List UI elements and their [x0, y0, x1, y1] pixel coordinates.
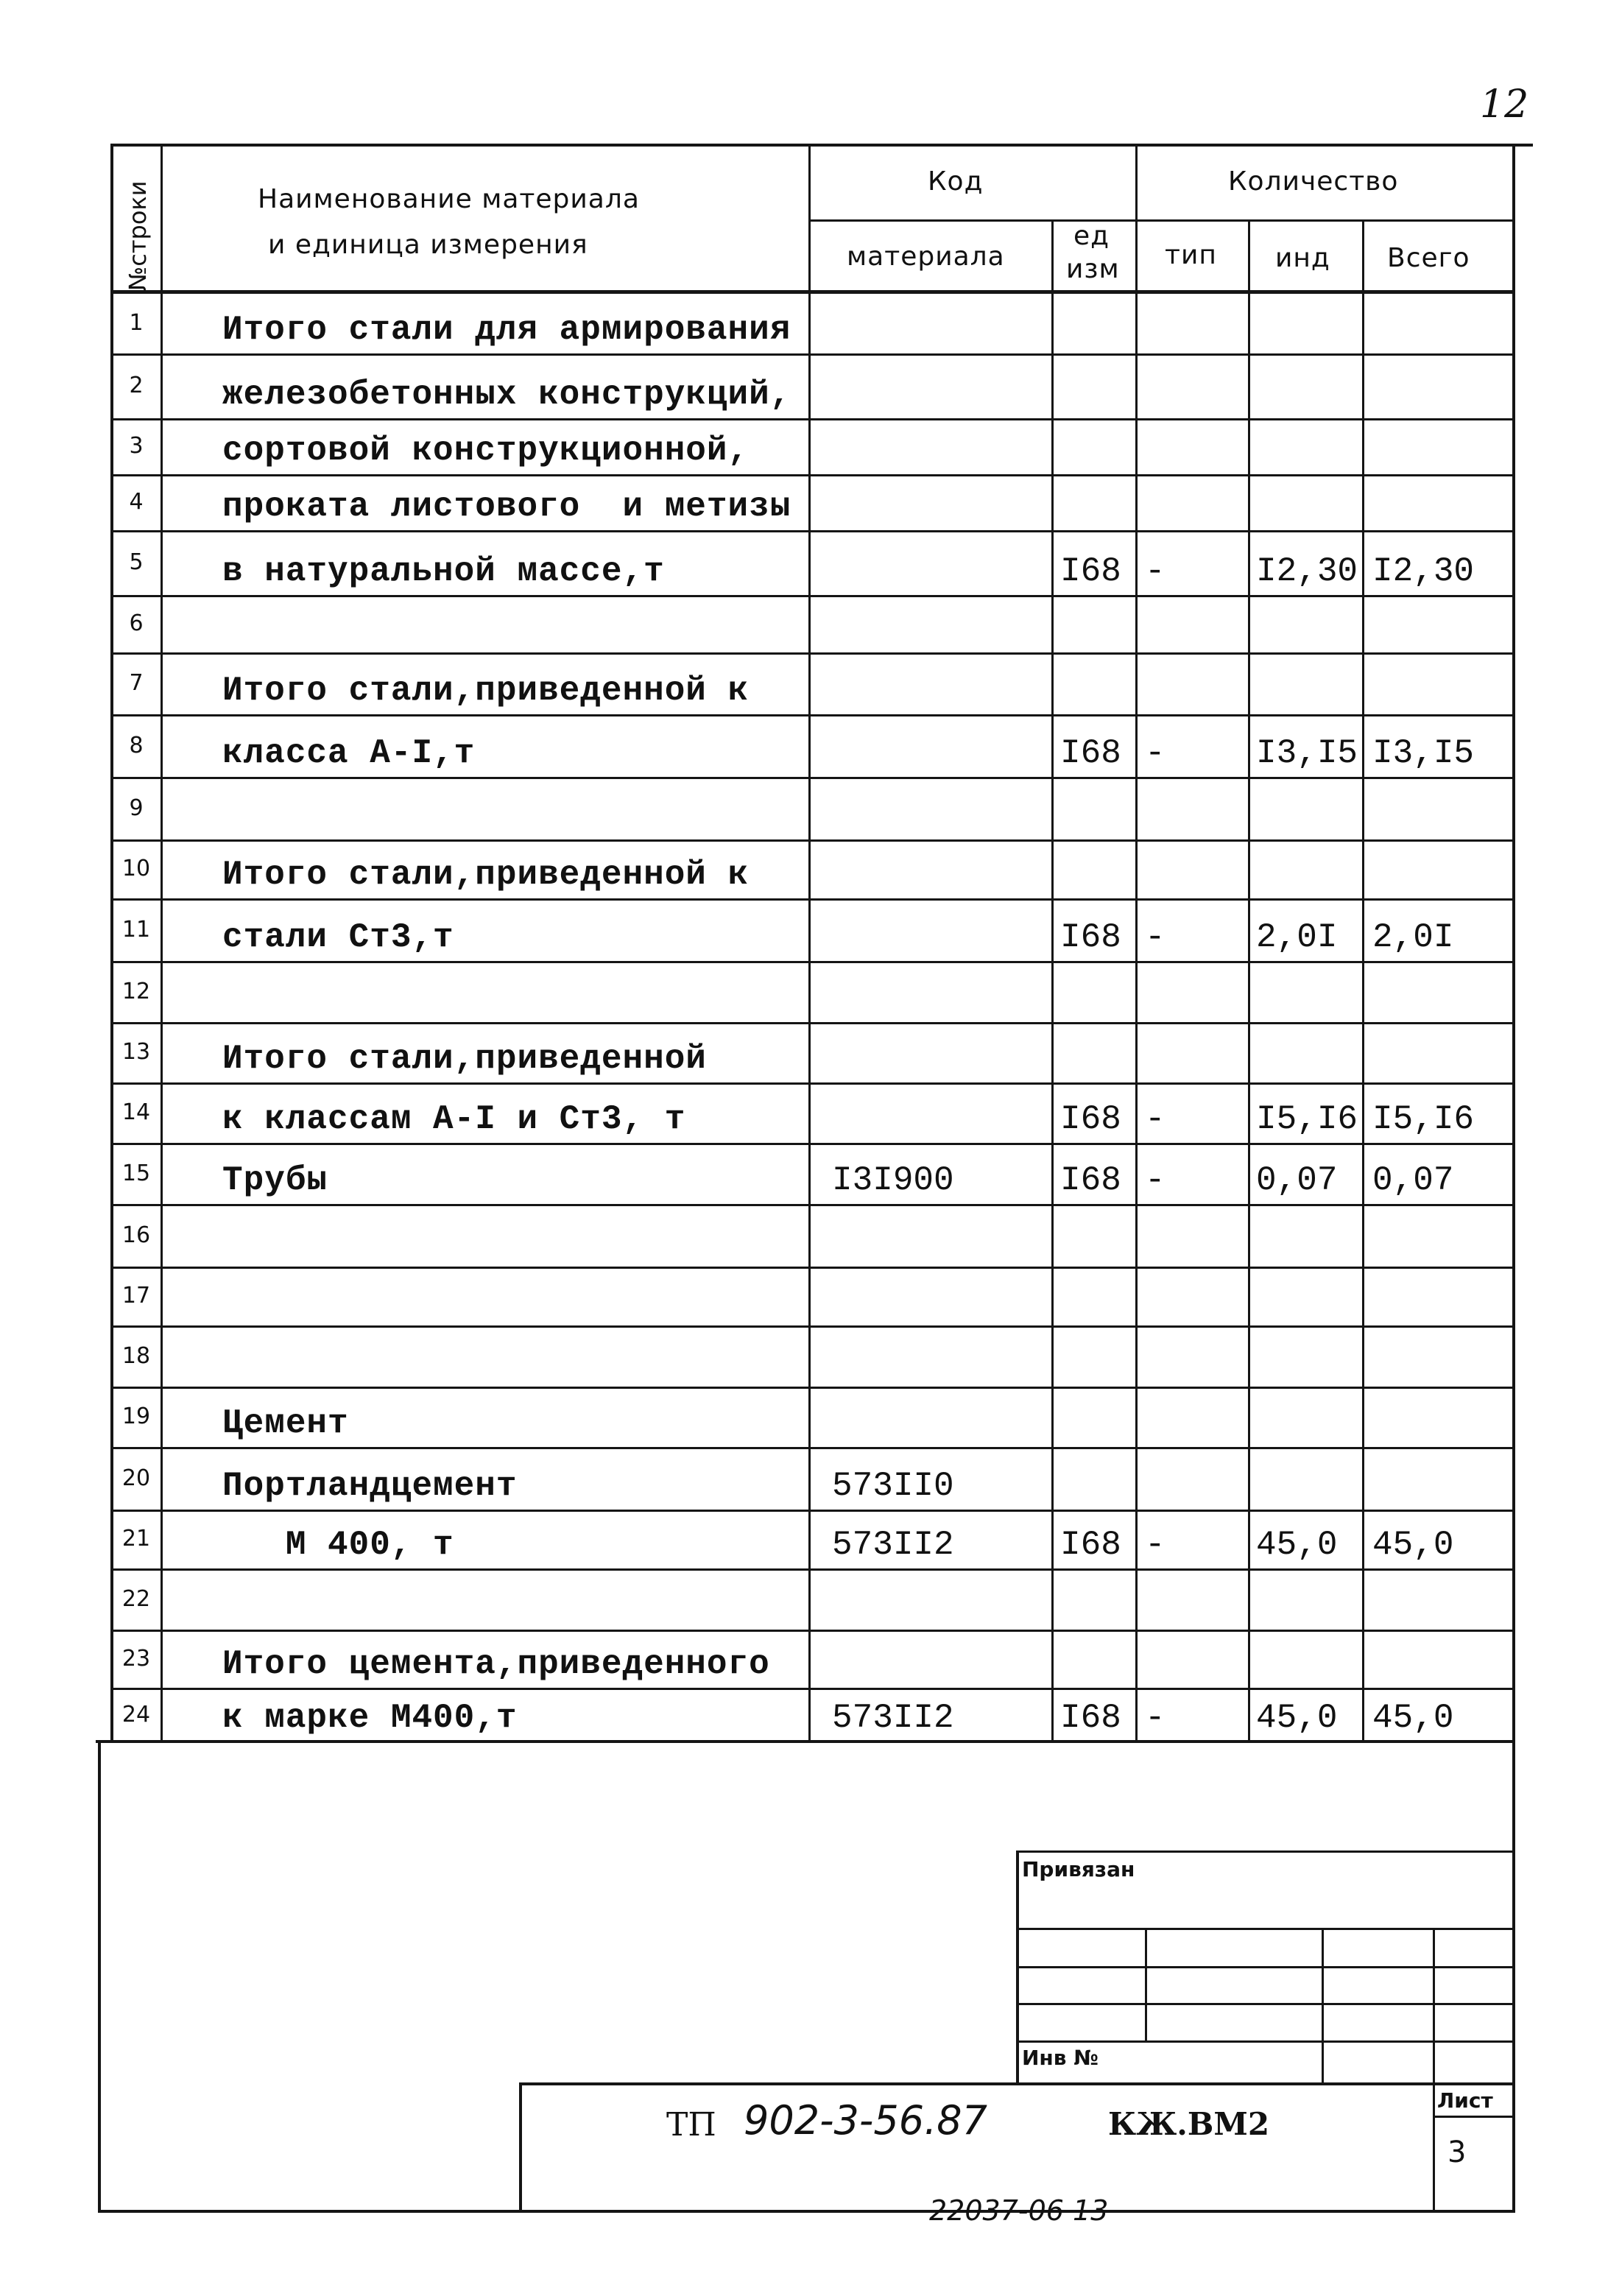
table-line: [98, 1740, 101, 2213]
qty-ind-header: инд: [1275, 243, 1330, 273]
row-divider: [110, 961, 1515, 963]
stamp-line: [1145, 1928, 1147, 2042]
cell-total: I3,I5: [1372, 734, 1475, 772]
row-number: 18: [121, 1342, 151, 1369]
footer-note: 22037-06 13: [929, 2194, 1109, 2227]
stamp-line: [1016, 2040, 1515, 2043]
page-number: 12: [1480, 82, 1529, 127]
table-line: [98, 2210, 1515, 2213]
stamp-line: [1433, 1928, 1435, 2211]
cell-ind: I3,I5: [1256, 734, 1358, 772]
row-divider: [110, 1568, 1515, 1571]
cell-name: Итого стали,приведенной к: [222, 856, 750, 894]
table-line: [110, 144, 113, 1742]
doc-prefix: ТП: [666, 2106, 716, 2144]
stamp-line: [519, 2082, 522, 2213]
row-divider: [110, 353, 1515, 356]
cell-total: 45,0: [1372, 1526, 1454, 1564]
row-divider: [110, 1022, 1515, 1024]
row-number: 2: [129, 373, 144, 398]
cell-total: 45,0: [1372, 1699, 1454, 1737]
cell-code: I3I900: [832, 1161, 954, 1200]
doc-number: 902-3-56.87: [744, 2097, 987, 2144]
row-number: 9: [129, 795, 144, 821]
table-line: [808, 144, 811, 1742]
cell-total: 2,0I: [1372, 918, 1454, 957]
cell-code: 573II0: [832, 1467, 954, 1505]
stamp-line: [1322, 1928, 1324, 2085]
row-number: 20: [121, 1465, 151, 1491]
row-number: 16: [121, 1222, 151, 1248]
cell-ind: 45,0: [1256, 1526, 1338, 1564]
table-line: [1248, 221, 1250, 1742]
row-number: 4: [129, 489, 144, 515]
row-number: 19: [121, 1404, 151, 1429]
cell-unit: I68: [1060, 1526, 1121, 1564]
cell-type: -: [1145, 1100, 1166, 1138]
row-divider: [110, 1267, 1515, 1269]
row-number: 11: [121, 916, 151, 943]
cell-total: 0,07: [1372, 1161, 1454, 1200]
stamp-line: [1016, 1966, 1515, 1968]
row-divider: [110, 1204, 1515, 1206]
row-number: 13: [121, 1039, 151, 1065]
doc-code: КЖ.ВМ2: [1108, 2106, 1270, 2142]
stamp-line: [1016, 1928, 1515, 1930]
cell-name: Итого цемента,приведенного: [222, 1645, 770, 1683]
cell-name: к классам А-I и Ст3, т: [222, 1100, 686, 1138]
code-material-header: материала: [847, 242, 1005, 272]
row-divider: [110, 1325, 1515, 1328]
cell-name: стали Ст3,т: [222, 918, 454, 957]
row-number: 17: [121, 1283, 151, 1309]
quantity-group-header: Количество: [1228, 166, 1399, 197]
cell-name: железобетонных конструкций,: [222, 376, 791, 414]
table-line: [1051, 221, 1054, 1742]
row-divider: [110, 777, 1515, 779]
row-number: 24: [121, 1701, 151, 1728]
cell-name: Цемент: [222, 1404, 349, 1443]
cell-name: Итого стали для армирования: [222, 311, 791, 349]
row-number-header: №строки: [124, 180, 152, 291]
row-divider: [110, 1688, 1515, 1690]
cell-unit: I68: [1060, 1100, 1121, 1138]
cell-unit: I68: [1060, 552, 1121, 591]
row-number: 23: [121, 1645, 151, 1672]
row-divider: [110, 1387, 1515, 1389]
row-divider: [110, 1630, 1515, 1632]
cell-name: сортовой конструкционной,: [222, 432, 750, 470]
cell-name: Трубы: [222, 1161, 328, 1200]
sheet-label: Лист: [1437, 2088, 1493, 2113]
row-divider: [110, 1447, 1515, 1449]
cell-total: I2,30: [1372, 552, 1475, 591]
sheet-number: 3: [1447, 2135, 1467, 2169]
cell-total: I5,I6: [1372, 1100, 1475, 1138]
table-line: [1515, 144, 1533, 147]
row-divider: [110, 530, 1515, 532]
row-divider: [110, 595, 1515, 597]
cell-ind: I2,30: [1256, 552, 1358, 591]
cell-code: 573II2: [832, 1699, 954, 1737]
cell-ind: 2,0I: [1256, 918, 1338, 957]
unit-header-line1: ед: [1073, 221, 1110, 251]
row-divider: [110, 1510, 1515, 1512]
row-number: 3: [129, 433, 144, 459]
cell-unit: I68: [1060, 734, 1121, 772]
cell-type: -: [1145, 918, 1166, 957]
row-number: 8: [129, 732, 144, 758]
row-number: 1: [129, 310, 144, 336]
cell-code: 573II2: [832, 1526, 954, 1564]
cell-ind: 45,0: [1256, 1699, 1338, 1737]
row-divider: [110, 1143, 1515, 1145]
table-line: [808, 219, 1515, 222]
unit-header-line2: изм: [1066, 254, 1120, 284]
row-divider: [110, 652, 1515, 655]
cell-name: Итого стали,приведенной к: [222, 672, 750, 710]
cell-name: проката листового и метизы: [222, 487, 791, 526]
code-group-header: Код: [928, 166, 984, 197]
cell-name: к марке М400,т: [222, 1699, 518, 1737]
cell-name: класса А-I,т: [222, 734, 476, 772]
attached-label: Привязан: [1022, 1857, 1135, 1881]
cell-type: -: [1145, 1161, 1166, 1200]
cell-name: М 400, т: [222, 1526, 454, 1564]
row-number: 5: [129, 549, 144, 575]
name-header-line2: и единица измерения: [268, 230, 588, 260]
table-line: [1512, 144, 1515, 2213]
stamp-line: [1016, 1850, 1515, 1853]
row-divider: [110, 1082, 1515, 1085]
cell-ind: I5,I6: [1256, 1100, 1358, 1138]
row-divider: [110, 898, 1515, 901]
row-number: 7: [129, 670, 144, 696]
cell-unit: I68: [1060, 1161, 1121, 1200]
inventory-number-label: Инв №: [1022, 2046, 1099, 2070]
row-divider: [110, 839, 1515, 842]
cell-type: -: [1145, 1526, 1166, 1564]
qty-total-header: Всего: [1387, 243, 1470, 273]
cell-name: Итого стали,приведенной: [222, 1040, 707, 1078]
name-header-line1: Наименование материала: [258, 184, 640, 214]
row-number: 14: [121, 1099, 151, 1125]
row-number: 21: [121, 1526, 151, 1552]
table-line: [161, 144, 163, 1742]
qty-type-header: тип: [1165, 240, 1217, 270]
row-number: 10: [121, 856, 151, 881]
table-line: [110, 290, 1515, 294]
cell-ind: 0,07: [1256, 1161, 1338, 1200]
cell-unit: I68: [1060, 918, 1121, 957]
cell-type: -: [1145, 552, 1166, 591]
table-line: [1362, 221, 1364, 1742]
row-divider: [110, 418, 1515, 420]
table-line: [110, 144, 1515, 147]
table-line: [1135, 144, 1138, 1742]
table-line: [96, 1740, 1515, 1743]
cell-type: -: [1145, 1699, 1166, 1737]
stamp-line: [519, 2082, 1515, 2085]
row-number: 12: [121, 978, 151, 1004]
cell-name: Портландцемент: [222, 1467, 518, 1505]
row-divider: [110, 474, 1515, 476]
row-number: 22: [121, 1585, 151, 1612]
stamp-line: [1016, 2003, 1515, 2005]
row-number: 15: [121, 1160, 151, 1186]
cell-name: в натуральной массе,т: [222, 552, 665, 591]
row-divider: [110, 714, 1515, 716]
row-number: 6: [129, 610, 144, 636]
cell-type: -: [1145, 734, 1166, 772]
stamp-line: [1433, 2116, 1515, 2118]
cell-unit: I68: [1060, 1699, 1121, 1737]
